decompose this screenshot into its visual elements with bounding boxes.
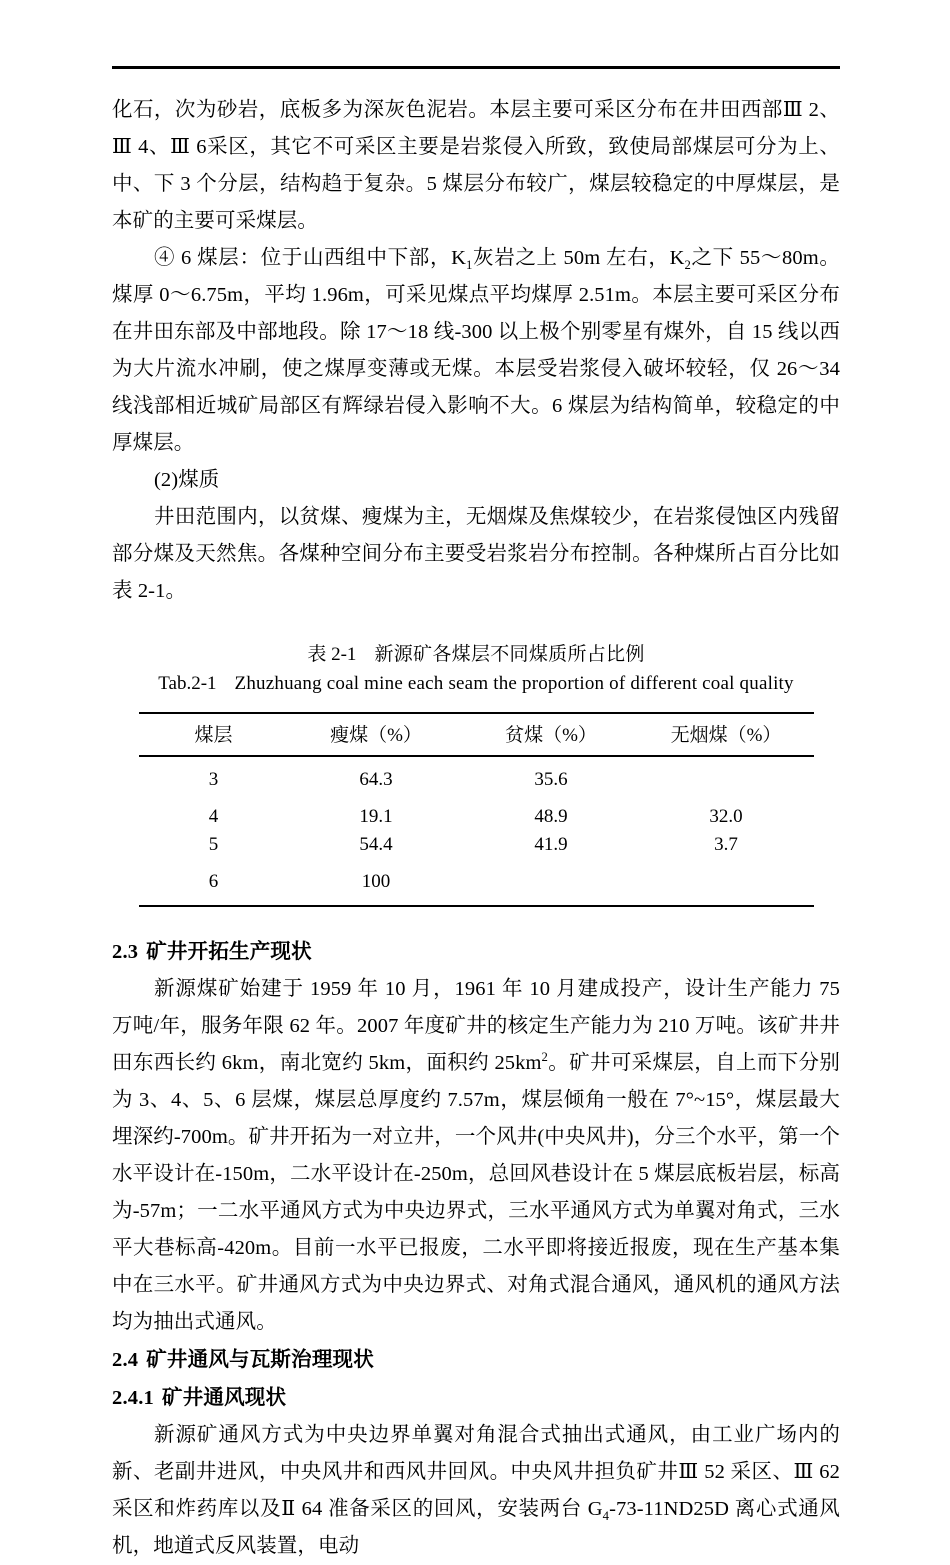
header-divider-line bbox=[112, 66, 840, 69]
subscript: 1 bbox=[466, 258, 473, 273]
heading-2-4 bbox=[112, 1341, 840, 1379]
page-header-rule bbox=[112, 66, 840, 74]
heading-2-4-1 bbox=[112, 1379, 840, 1417]
table-row bbox=[139, 868, 814, 896]
section-2-3 bbox=[112, 933, 840, 1341]
heading-2-3 bbox=[112, 933, 840, 971]
table-cell bbox=[639, 766, 814, 794]
table-cell bbox=[639, 868, 814, 896]
coal-quality-table bbox=[139, 712, 814, 907]
table-cell bbox=[464, 868, 639, 896]
paragraph-seam-6: ④ 6 煤层：位于山西组中下部，$K_1$灰岩之上 50m 左右，$K_2$之下 55～80m。煤厚 0～6.75m，平均 1.96m，可采见煤点平均煤厚 2.51m。本层主要可采区分布在井田东部及中部地段。除 17～18 线-300 以上极个别零星有煤外，自 15 线以西为大片流水冲刷，使之煤厚变薄或无煤。本层受岩浆侵入破坏较轻，仅 26～34 线浅部相近城矿局部区有辉绿岩侵入影响不大。6 煤层为结构简单，较稳定的中厚煤层。 bbox=[112, 247, 840, 454]
table-cell: 41.9 bbox=[534, 834, 568, 855]
table-cell: 5 bbox=[208, 834, 219, 855]
heading-2-4-number: 2.4 bbox=[112, 1349, 139, 1371]
table-caption-en-text: Zhuzhuang coal mine each seam the proportion of different coal quality bbox=[234, 673, 794, 694]
table-header-cell: 瘦煤（%） bbox=[289, 713, 464, 756]
heading-2-4-1-title: 矿井通风现状 bbox=[162, 1386, 287, 1409]
table-block bbox=[112, 640, 840, 907]
table-cell: 3.7 bbox=[714, 834, 738, 855]
subscript: 4 bbox=[602, 1509, 610, 1524]
paragraph-coal-quality-label: (2)煤质 bbox=[154, 469, 220, 491]
paragraph-ventilation-status: 新源矿通风方式为中央边界单翼对角混合式抽出式通风，由工业广场内的新、老副井进风，中央风井和西风井回风。中央风井担负矿井Ⅲ 52 采区、Ⅲ 62 采区和炸药库以及Ⅱ 64 准备采区的回风，安装两台 $G_4-73-11ND25D$ 离心式通风机，地道式反风装置，电动 bbox=[112, 1424, 840, 1557]
table-cell: 64.3 bbox=[359, 769, 393, 790]
heading-2-3-number: 2.3 bbox=[112, 941, 139, 963]
heading-2-4-1-number: 2.4.1 bbox=[112, 1387, 154, 1409]
paragraph-continuation: 化石，次为砂岩，底板多为深灰色泥岩。本层主要可采区分布在井田西部Ⅲ 2、Ⅲ 4、Ⅲ 6采区，其它不可采区主要是岩浆侵入所致，致使局部煤层可分为上、中、下 3 个分层，结构趋于复杂。5 煤层分布较广，煤层较稳定的中厚煤层，是本矿的主要可采煤层。 bbox=[112, 99, 840, 232]
table-cell: 54.4 bbox=[359, 834, 393, 855]
table-header-cell: 贫煤（%） bbox=[464, 713, 639, 756]
table-row bbox=[139, 831, 814, 859]
table-cell: 3 bbox=[208, 769, 219, 790]
superscript: 2 bbox=[541, 1050, 548, 1065]
table-caption-cn-text: 新源矿各煤层不同煤质所占比例 bbox=[374, 644, 645, 665]
table-row bbox=[139, 803, 814, 831]
table-caption-cn-label: 表 2-1 bbox=[307, 644, 357, 665]
table-spacer bbox=[139, 896, 814, 905]
subscript: 2 bbox=[684, 258, 691, 273]
table-head bbox=[139, 713, 814, 756]
table-body bbox=[139, 756, 814, 906]
table-header-row bbox=[139, 713, 814, 756]
table-cell: 100 bbox=[361, 871, 391, 892]
table-spacer bbox=[139, 756, 814, 766]
table-row bbox=[139, 766, 814, 794]
document-content bbox=[112, 92, 840, 1565]
table-cell: 4 bbox=[208, 806, 219, 827]
table-cell: 6 bbox=[208, 871, 219, 892]
table-header-cell: 无烟煤（%） bbox=[639, 713, 814, 756]
table-cell: 19.1 bbox=[359, 806, 393, 827]
table-cell: 35.6 bbox=[534, 769, 568, 790]
table-cell: 32.0 bbox=[709, 806, 743, 827]
heading-2-4-title: 矿井通风与瓦斯治理现状 bbox=[146, 1348, 374, 1371]
table-spacer bbox=[139, 794, 814, 803]
paragraph-mine-development: 新源煤矿始建于 1959 年 10 月，1961 年 10 月建成投产，设计生产能力 75 万吨/年，服务年限 62 年。2007 年度矿井的核定生产能力为 210 万吨。该矿井井田东西长约 6km，南北宽约 5km，面积约 $25km^2$。矿井可采煤层，自上而下分别为 3、4、5、6 层煤，煤层总厚度约 7.57m，煤层倾角一般在 7°~15°，煤层最大埋深约-700m。矿井开拓为一对立井，一个风井(中央风井)，分三个水平，第一个水平设计在-150m，二水平设计在-250m，总回风巷设计在 5 煤层底板岩层，标高为-57m；一二水平通风方式为中央边界式，三水平通风方式为单翼对角式，三水平大巷标高-420m。目前一水平已报废，二水平即将接近报废，现在生产基本集中在三水平。矿井通风方式为中央边界式、对角式混合通风，通风机的通风方法均为抽出式通风。 bbox=[112, 978, 840, 1333]
table-header-cell: 煤层 bbox=[139, 713, 289, 756]
table-cell: 48.9 bbox=[534, 806, 568, 827]
table-spacer bbox=[139, 859, 814, 868]
table-caption-english bbox=[112, 669, 840, 698]
table-caption-chinese bbox=[112, 640, 840, 669]
paragraph-coal-quality-body: 井田范围内，以贫煤、瘦煤为主，无烟煤及焦煤较少，在岩浆侵蚀区内残留部分煤及天然焦。各煤种空间分布主要受岩浆岩分布控制。各种煤所占百分比如表 2-1。 bbox=[112, 506, 840, 602]
heading-2-3-title: 矿井开拓生产现状 bbox=[146, 940, 312, 963]
table-caption-en-label: Tab.2-1 bbox=[158, 673, 217, 694]
table-bottom-rule bbox=[139, 905, 814, 906]
